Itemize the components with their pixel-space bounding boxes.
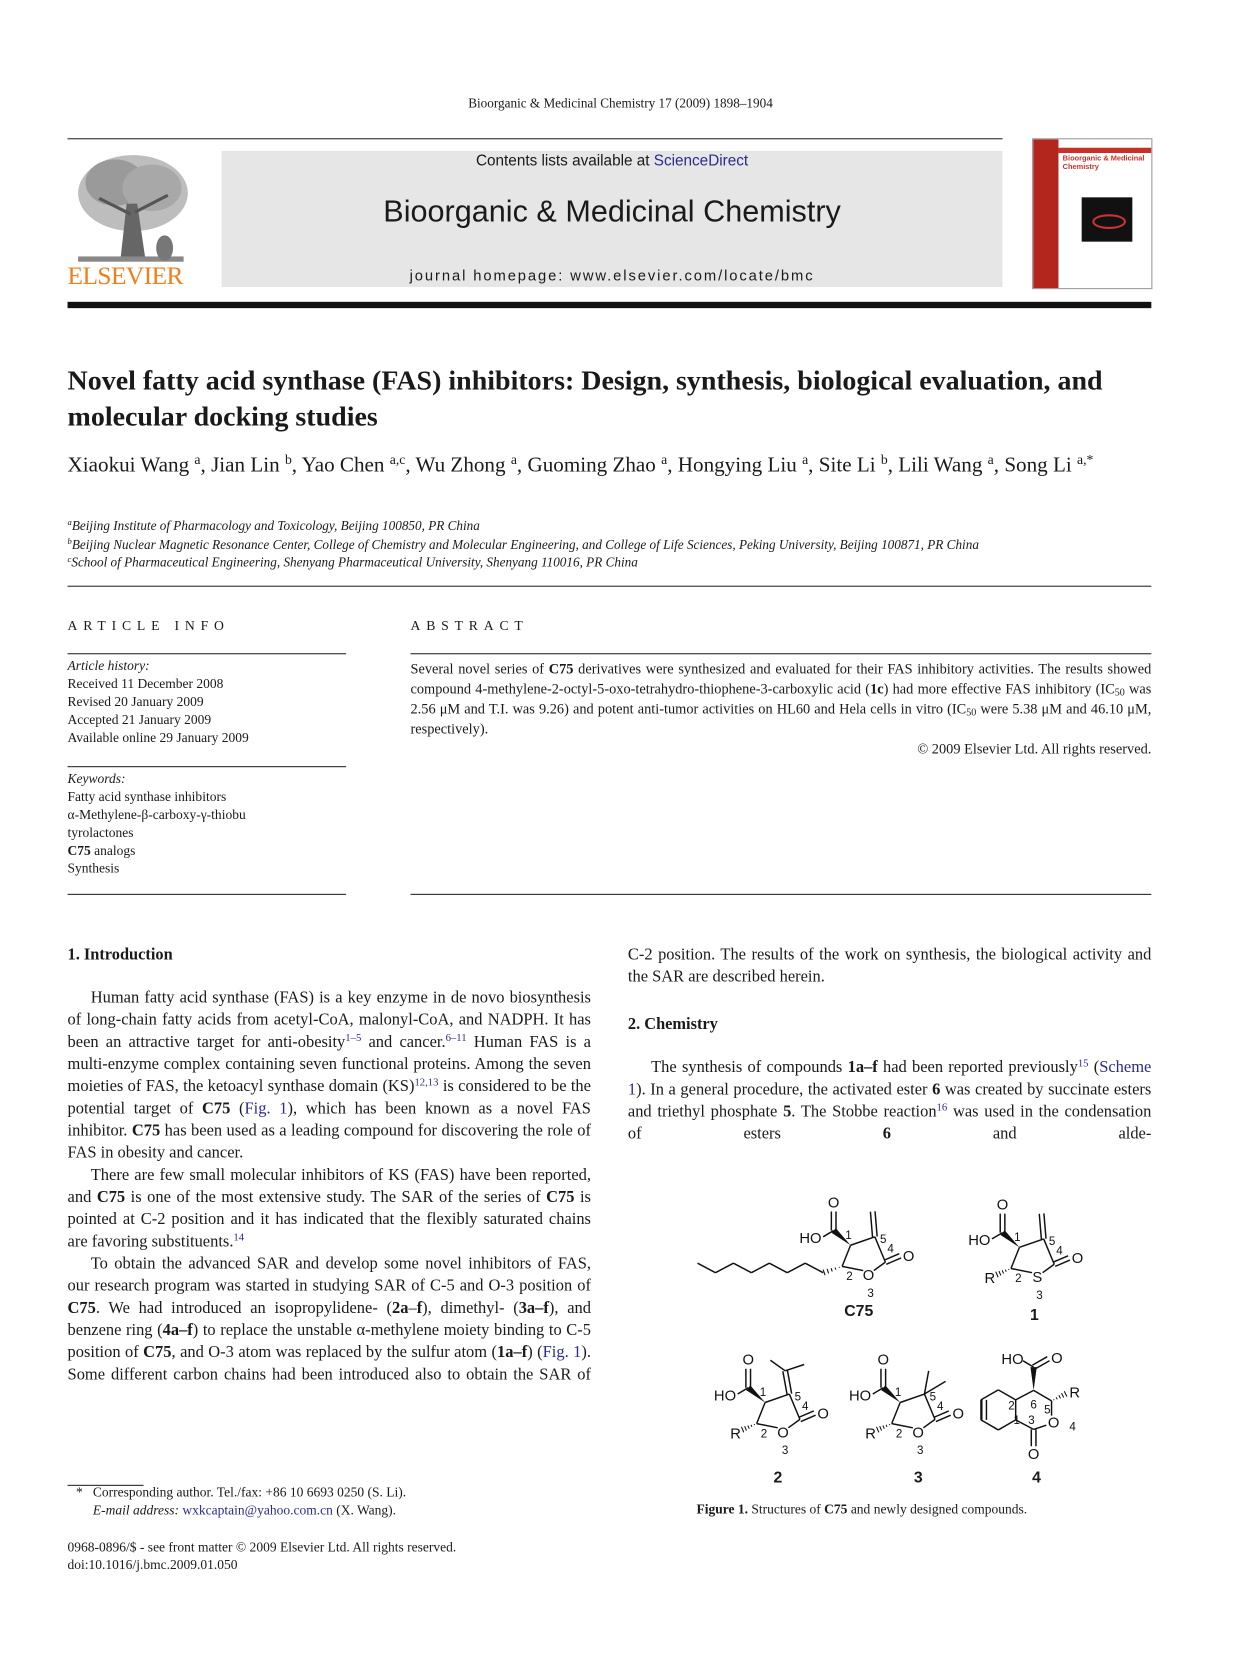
bond (805, 1263, 823, 1272)
affiliation-a (68, 517, 1155, 535)
text-run: was created by succinate esters and triethyl phosphate (628, 1081, 1151, 1121)
affiliations (68, 517, 1155, 572)
divider (411, 894, 1152, 895)
superscript[interactable]: 16 (937, 1102, 948, 1114)
atom-label: 1 (1014, 1231, 1020, 1244)
cross-reference-link[interactable]: Fig. 1 (244, 1100, 287, 1118)
atom-label: R (1069, 1386, 1080, 1402)
text-run: ( (1089, 1058, 1100, 1076)
journal-homepage[interactable]: journal homepage: www.elsevier.com/locate/bmc (222, 267, 1003, 284)
footnote-mark: * (76, 1484, 93, 1502)
affiliation-c (68, 554, 1155, 572)
text-run: ). In a general procedure, the activated ester (636, 1081, 932, 1099)
text-run: were 5.38 μM and 46.10 μM, respectively). (411, 701, 1152, 737)
corresponding-author: Corresponding author. Tel./fax: +86 10 6693 0250 (S. Li). (93, 1485, 406, 1500)
paragraph (68, 1253, 591, 1386)
text-run: Fatty acid synthase inhibitors (68, 789, 227, 804)
bond (886, 1425, 887, 1427)
atom-label: HO (849, 1388, 871, 1404)
affil-text: Beijing Institute of Pharmacology and Toxicology, Beijing 100850, PR China (72, 518, 480, 533)
atom-label: O (1072, 1251, 1084, 1267)
history-online: Available online 29 January 2009 (68, 729, 347, 747)
journal-cover (1032, 138, 1152, 289)
bond (823, 1270, 825, 1276)
journal-banner (222, 151, 1003, 287)
bond (883, 1425, 884, 1428)
cover-title: Bioorganic & Medicinal Chemistry (1063, 155, 1147, 172)
atom-label: 5 (1044, 1404, 1050, 1417)
atom-label: 4 (887, 1243, 894, 1256)
subscript: 50 (966, 708, 976, 719)
atom-label: O (817, 1406, 828, 1422)
superscript[interactable]: 6–11 (446, 1033, 467, 1045)
bond (751, 1263, 769, 1272)
elsevier-logo (68, 151, 195, 288)
atom-label: 2 (1008, 1399, 1014, 1412)
figure-1-structures (696, 1192, 1118, 1498)
text-run: Human fatty acid synthase (FAS) is a key enzyme in de novo biosynthesis of long-chain fatty acids from acetyl-CoA, malonyl-CoA, and NADPH. It has been an attractive target for anti-obesity (68, 989, 591, 1051)
bond (842, 1245, 850, 1266)
paragraph (68, 1164, 591, 1253)
superscript[interactable]: 14 (233, 1232, 244, 1244)
atom-label: O (1051, 1351, 1063, 1367)
bond (1019, 1239, 1043, 1247)
atom-label: 4 (802, 1400, 809, 1413)
atom-label: 3 (1036, 1289, 1042, 1302)
superscript: b (881, 452, 888, 468)
affil-mark: c (68, 555, 72, 564)
bond (823, 1230, 834, 1236)
text-run: is pointed at C-2 position and it has indicated that the flexibly saturated chains are favoring substituents. (68, 1188, 591, 1250)
right-column (628, 943, 1151, 1145)
bond (783, 1371, 787, 1394)
text-run: ) had more effective FAS inhibitory (IC (884, 681, 1115, 697)
bond (831, 1268, 832, 1271)
affil-mark: a (68, 518, 72, 527)
atom-label: 5 (930, 1390, 936, 1403)
bold-run: 3a–f (519, 1299, 549, 1317)
article-info-heading: ARTICLE INFO (68, 617, 230, 634)
text-run: , Jian Lin (201, 454, 285, 477)
text-run: ( (230, 1100, 244, 1118)
contents-line (222, 153, 1003, 170)
text-run: and alde- (891, 1125, 1151, 1143)
bond (835, 1268, 836, 1270)
bond (827, 1269, 829, 1274)
bond (770, 1360, 785, 1371)
bond (1023, 1361, 1034, 1367)
history-received: Received 11 December 2008 (68, 675, 347, 693)
text-run: C-2 position. The results of the work on synthesis, the biological activity and the SAR are described herein. (628, 946, 1151, 986)
atom-label: O (912, 1425, 924, 1441)
elsevier-wordmark: ELSEVIER (68, 263, 183, 291)
abstract-text (411, 659, 1152, 739)
text-run: , Song Li (994, 454, 1077, 477)
atom-label: 6 (1030, 1398, 1036, 1411)
atom-label: R (865, 1426, 876, 1442)
text-run: , and O-3 atom was replaced by the sulfur atom ( (172, 1343, 498, 1361)
bond (1011, 1247, 1019, 1268)
text-run: Xiaokui Wang (68, 454, 195, 477)
bond (765, 1394, 789, 1402)
atom-label: 3 (782, 1444, 788, 1457)
text-run: Structures of (748, 1502, 824, 1517)
bold-run: C75 (824, 1502, 847, 1517)
wedge-bond (1030, 1367, 1036, 1390)
superscript: a,* (1077, 452, 1093, 468)
text-run: has been used as a leading compound for discovering the role of FAS in obesity and cancer. (68, 1122, 591, 1162)
atom-label: 5 (880, 1233, 886, 1246)
bond (1005, 1270, 1006, 1272)
figure-label: Figure 1. (696, 1502, 748, 1517)
issn-line: 0968-0896/$ - see front matter © 2009 Elsevier Ltd. All rights reserved. (68, 1539, 457, 1557)
text-run: , Guoming Zhao (517, 454, 661, 477)
journal-title: Bioorganic & Medicinal Chemistry (222, 195, 1003, 230)
atom-label: 1 (1014, 1414, 1020, 1427)
atom-label: 5 (1049, 1235, 1055, 1248)
atom-label: 4 (1069, 1420, 1076, 1433)
paragraph (628, 1056, 1151, 1145)
text-run: The synthesis of compounds (651, 1058, 847, 1076)
superscript[interactable]: 15 (1078, 1058, 1089, 1070)
atom-label: 2 (761, 1427, 767, 1440)
bond (698, 1263, 716, 1272)
atom-label: 2 (846, 1270, 852, 1283)
text-run: ) to replace the unstable α-methylene moiety binding to C-5 position of (68, 1321, 591, 1361)
atom-label: R (730, 1426, 741, 1442)
superscript: a (194, 452, 200, 468)
atom-label: HO (714, 1388, 736, 1404)
bold-run: C75 (68, 843, 91, 858)
text-run: Human FAS is a multi-enzyme complex containing seven functional proteins. Among the seven moieties of FAS, the ketoacyl synthase domain (KS) (68, 1033, 591, 1095)
bond (900, 1394, 924, 1402)
history-label: Article history: (68, 657, 347, 675)
footnote (76, 1484, 583, 1520)
text-run: . The Stobbe reaction (791, 1103, 936, 1121)
bond (1034, 1425, 1047, 1429)
divider (411, 653, 1152, 654)
text-run: analogs (91, 843, 136, 858)
bold-run: C75 (546, 1188, 574, 1206)
bond (981, 1390, 998, 1400)
atom-label: 3 (867, 1287, 873, 1300)
text-run: ). Some different carbon chains had been introduced also to obtain the SAR of (68, 1343, 591, 1383)
front-matter (68, 1539, 457, 1575)
abstract-copyright: © 2009 Elsevier Ltd. All rights reserved. (411, 739, 1152, 759)
keyword (68, 842, 279, 860)
email-label: E-mail address: (93, 1503, 183, 1518)
atom-label: 1 (760, 1386, 766, 1399)
bold-run: 6 (883, 1125, 891, 1143)
bond (981, 1420, 998, 1430)
author-list (68, 452, 1155, 479)
atom-label: 3 (917, 1444, 923, 1457)
abstract-heading: ABSTRACT (411, 617, 529, 634)
sciencedirect-link[interactable]: ScienceDirect (654, 153, 748, 170)
text-run: – (408, 1299, 416, 1317)
atom-label: O (863, 1268, 875, 1284)
cross-reference-link[interactable]: Fig. 1 (543, 1343, 582, 1361)
superscript: a (802, 452, 808, 468)
bond (880, 1426, 882, 1430)
bold-run: 4a–f (163, 1321, 193, 1339)
bold-run: 1c (870, 681, 884, 697)
compound-label-1: 1 (1030, 1306, 1039, 1324)
section-heading-chemistry: 2. Chemistry (628, 1013, 1151, 1035)
atom-label: O (828, 1195, 839, 1211)
bold-run: 2a (392, 1299, 408, 1317)
affil-text: School of Pharmaceutical Engineering, Shenyang Pharmaceutical University, Shenyang 110016, PR China (71, 555, 638, 570)
superscript[interactable]: 1–5 (345, 1033, 361, 1045)
bond (870, 1212, 872, 1237)
compound-label-2: 2 (774, 1469, 783, 1487)
bond (733, 1263, 751, 1272)
bond (787, 1263, 805, 1272)
text-run: α-Methylene-β-carboxy-γ-thiobutyrolactones (68, 807, 246, 840)
atom-label: HO (968, 1233, 990, 1249)
divider (68, 586, 1152, 587)
caption-text (748, 1502, 1027, 1517)
abstract (411, 659, 1152, 759)
atom-label: 2 (896, 1427, 902, 1440)
text-run: , Site Li (808, 454, 881, 477)
elsevier-tree-icon (68, 151, 195, 265)
email-link[interactable]: wxkcaptain@yahoo.com.cn (182, 1503, 332, 1518)
superscript[interactable]: 12,13 (414, 1077, 438, 1089)
bold-run: f (417, 1299, 422, 1317)
atom-label: 5 (795, 1390, 801, 1403)
bond (748, 1425, 749, 1428)
bond (751, 1425, 752, 1427)
bold-run: C75 (132, 1122, 160, 1140)
affiliation-b (68, 536, 1155, 554)
atom-label: O (878, 1353, 889, 1369)
text-run: , Hongying Liu (667, 454, 802, 477)
bond (996, 1272, 998, 1278)
keywords (68, 770, 279, 878)
bond (745, 1426, 747, 1430)
bold-run: 1a–f (848, 1058, 878, 1076)
text-run: , Lili Wang (888, 454, 988, 477)
divider (68, 653, 347, 654)
cross-reference-link[interactable]: Scheme 1 (628, 1058, 1151, 1098)
text-run: . We had introduced an isopropylidene- ( (96, 1299, 392, 1317)
text-run: , Wu Zhong (405, 454, 510, 477)
text-run: and cancer. (361, 1033, 445, 1051)
text-run: ) ( (527, 1343, 542, 1361)
bond (715, 1263, 733, 1272)
bond (892, 1402, 900, 1423)
article-history (68, 657, 347, 747)
atom-label: O (742, 1353, 754, 1369)
text-run: ), which has been known as a novel FAS inhibitor. (68, 1100, 591, 1140)
bold-run: C75 (549, 661, 574, 677)
bond (851, 1237, 875, 1245)
bold-run: 6 (932, 1081, 940, 1099)
compound-label-3: 3 (914, 1469, 923, 1487)
text-run: , Yao Chen (292, 454, 390, 477)
bond (788, 1419, 800, 1427)
journal-citation: Bioorganic & Medicinal Chemistry 17 (2009) 1898–1904 (0, 96, 1241, 112)
affil-text: Beijing Nuclear Magnetic Resonance Center, College of Chemistry and Molecular Engineering, and College of Life Sciences, Peking University, Beijing 100871, PR China (72, 537, 979, 552)
keywords-label: Keywords: (68, 770, 279, 788)
atom-label: R (985, 1271, 996, 1287)
atom-label: O (903, 1249, 914, 1265)
bond (1064, 1391, 1067, 1396)
text-run: is one of the most extensive study. The SAR of the series of (125, 1188, 546, 1206)
paragraph (628, 943, 1151, 987)
bold-run: 5 (783, 1103, 791, 1121)
keyword (68, 806, 247, 842)
text-run: and newly designed compounds. (847, 1502, 1027, 1517)
text-run: Several novel series of (411, 661, 549, 677)
bond (1002, 1270, 1003, 1273)
superscript: a (511, 452, 517, 468)
atom-label: O (997, 1197, 1009, 1213)
bond (873, 1388, 884, 1394)
bond (1039, 1214, 1041, 1239)
section-heading-introduction: 1. Introduction (68, 943, 591, 965)
bond (877, 1427, 879, 1433)
text-run: To obtain the advanced SAR and develop some novel inhibitors of FAS, our research program was started in studying SAR of C-5 and O-3 position of (68, 1255, 591, 1295)
text-run: was used in the condensation of esters (628, 1103, 1151, 1143)
superscript: a (988, 452, 994, 468)
bond (1059, 1395, 1061, 1398)
compound-label-c75: C75 (844, 1302, 873, 1320)
atom-label: HO (799, 1231, 821, 1247)
history-revised: Revised 20 January 2009 (68, 693, 347, 711)
superscript: b (285, 452, 292, 468)
atom-label: O (777, 1425, 789, 1441)
compound-label-4: 4 (1032, 1469, 1041, 1487)
text-run: Synthesis (68, 861, 120, 876)
bond (741, 1427, 743, 1433)
text-run: ), dimethyl- ( (422, 1299, 519, 1317)
history-accepted: Accepted 21 January 2009 (68, 711, 347, 729)
bold-run: C75 (202, 1100, 230, 1118)
contents-prefix: Contents lists available at (476, 153, 654, 170)
bond (924, 1371, 928, 1394)
atom-label: HO (1001, 1352, 1023, 1368)
bond (1044, 1213, 1046, 1238)
atom-label: 1 (895, 1386, 901, 1399)
text-run: ), and benzene ring ( (68, 1299, 591, 1339)
bond (1062, 1393, 1064, 1397)
figure-caption (696, 1502, 1027, 1518)
bond (875, 1211, 877, 1236)
bond (999, 1271, 1001, 1275)
atom-label: 3 (1028, 1414, 1034, 1427)
divider (68, 766, 347, 767)
bond (923, 1419, 935, 1427)
superscript: a,c (390, 452, 406, 468)
keyword (68, 788, 279, 806)
atom-label: O (952, 1406, 964, 1422)
left-column (68, 943, 591, 1385)
article-title: Novel fatty acid synthase (FAS) inhibitors: Design, synthesis, biological evaluation, and molecular docking studies (68, 362, 1123, 434)
bold-run: C75 (97, 1188, 125, 1206)
affil-mark: b (68, 536, 72, 545)
bold-run: C75 (68, 1299, 96, 1317)
doi[interactable]: doi:10.1016/j.bmc.2009.01.050 (68, 1557, 457, 1575)
bond (757, 1402, 765, 1423)
atom-label: S (1032, 1270, 1042, 1286)
bond (738, 1388, 749, 1394)
paragraph (68, 987, 591, 1164)
bond (787, 1370, 791, 1393)
header-rule (68, 138, 1003, 139)
atom-label: 4 (1056, 1245, 1063, 1258)
superscript: a (661, 452, 667, 468)
divider (68, 894, 347, 895)
text-run: There are few small molecular inhibitors of KS (FAS) have been reported, and (68, 1166, 591, 1206)
atom-label: 1 (845, 1229, 851, 1242)
keyword (68, 860, 279, 878)
bold-run: 1a–f (497, 1343, 527, 1361)
email-suffix: (X. Wang). (333, 1503, 396, 1518)
atom-label: O (1048, 1415, 1060, 1431)
bond (1056, 1397, 1057, 1399)
atom-label: 2 (1015, 1272, 1021, 1285)
bond (998, 1390, 1015, 1400)
cover-image (1082, 197, 1133, 241)
bold-run: C75 (143, 1343, 171, 1361)
text-run: derivatives were synthesized and evaluated for their FAS inhibitory activities. The results showed compound 4-methylene-2-octyl-5-oxo-tetrahydro-thiophene-3-carboxylic acid ( (411, 661, 1152, 697)
subscript: 50 (1115, 688, 1125, 699)
bond (1043, 1264, 1055, 1272)
text-run: is considered to be the potential target of (68, 1077, 591, 1117)
bond (992, 1233, 1003, 1239)
atom-label: 4 (937, 1400, 944, 1413)
bond (785, 1365, 804, 1371)
text-run: was 2.56 μM and T.I. was 9.26) and potent anti-tumor activities on HL60 and Hela cells in vitro (IC (411, 681, 1152, 717)
bond (874, 1262, 886, 1270)
atom-label: O (1028, 1447, 1040, 1463)
header-thick-rule (68, 302, 1152, 308)
text-run: had been reported previously (878, 1058, 1078, 1076)
bond (769, 1263, 787, 1272)
